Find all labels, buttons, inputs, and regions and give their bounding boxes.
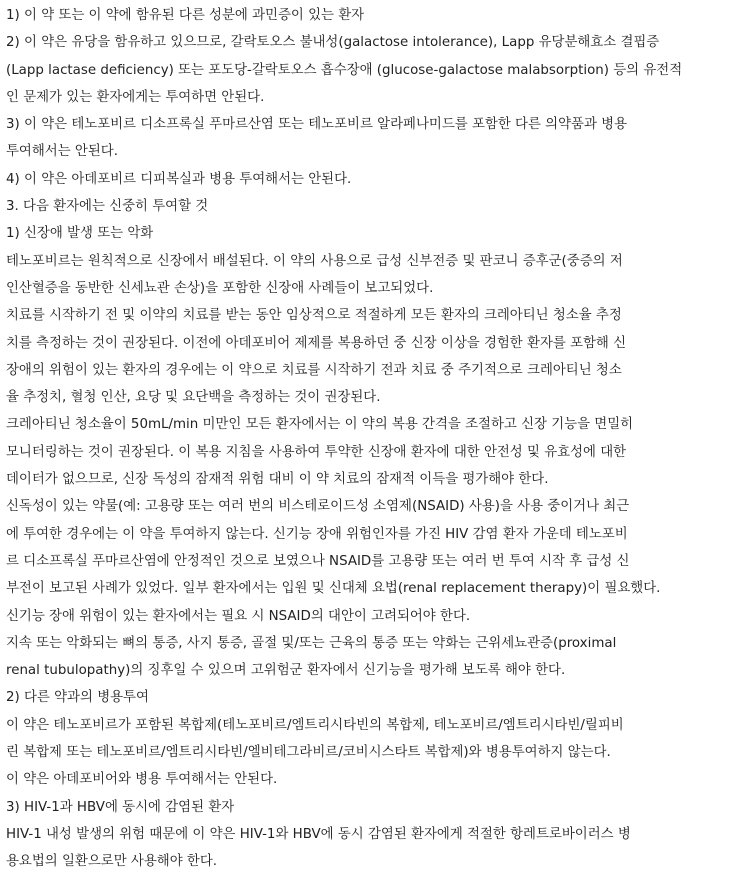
text-line: 3) HIV-1과 HBV에 동시에 감염된 환자 (6, 799, 235, 815)
text-line: 크레아티닌 청소율이 50mL/min 미만인 모든 환자에서는 이 약의 복용 간격을 조절하고 신장 기능을 면밀히 (6, 417, 634, 433)
text-line: 3. 다음 환자에는 신중히 투여할 것 (6, 199, 209, 215)
text-line: 인 문제가 있는 환자에게는 투여하면 안된다. (6, 89, 265, 105)
text-line: 2) 이 약은 유당을 함유하고 있으므로, 갈락토오스 불내성(galactose intolerance), Lapp 유당분해효소 결핍증 (6, 35, 660, 51)
text-line: 데이터가 없으므로, 신장 독성의 잠재적 위험 대비 이 약 치료의 잠재적 이득을 평가해야 한다. (6, 472, 549, 488)
text-line: 신기능 장애 위험이 있는 환자에서는 필요 시 NSAID의 대안이 고려되어야 한다. (6, 608, 471, 624)
text-line: renal tubulopathy)의 징후일 수 있으며 고위험군 환자에서 신기능을 평가해 보도록 해야 한다. (6, 663, 566, 679)
text-line: 1) 이 약 또는 이 약에 함유된 다른 성분에 과민증이 있는 환자 (6, 8, 365, 23)
text-line: 신독성이 있는 약물(예: 고용량 또는 여러 번의 비스테로이드성 소염제(NSAID) 사용)을 사용 중이거나 최근 (6, 499, 630, 515)
text-line: 이 약은 테노포비르가 포함된 복합제(테노포비르/엠트리시타빈의 복합제, 테노포비르/엠트리시타빈/릴피비 (6, 717, 624, 733)
text-line: 장애의 위험이 있는 환자의 경우에는 이 약으로 치료를 시작하기 전과 치료 중 주기적으로 크레아티닌 청소 (6, 362, 622, 378)
text-line: 인산혈증을 동반한 신세뇨관 손상)을 포함한 신장애 사례들이 보고되었다. (6, 280, 434, 296)
text-line: 율 추정치, 혈청 인산, 요당 및 요단백을 측정하는 것이 권장된다. (6, 390, 381, 406)
text-line: 1) 신장애 발생 또는 악화 (6, 226, 154, 242)
text-line: 4) 이 약은 아데포비르 디피복실과 병용 투여해서는 안된다. (6, 171, 352, 187)
text-line: 치료를 시작하기 전 및 이약의 치료를 받는 동안 임상적으로 적절하게 모든 환자의 크레아티닌 청소율 추정 (6, 308, 622, 324)
text-line: 투여해서는 안된다. (6, 144, 118, 160)
text-line: 치를 측정하는 것이 권장된다. 이전에 아데포비어 제제를 복용하던 중 신장 이상을 경험한 환자를 포함해 신 (6, 335, 627, 351)
text-line: 르 디소프록실 푸마르산염에 안정적인 것으로 보였으나 NSAID를 고용량 또는 여러 번 투여 시작 후 급성 신 (6, 553, 630, 569)
text-line: 2) 다른 약과의 병용투여 (6, 690, 149, 706)
text-line: HIV-1 내성 발생의 위험 때문에 이 약은 HIV-1와 HBV에 동시 감염된 환자에게 적절한 항레트로바이러스 병 (6, 826, 631, 842)
text-line: 린 복합제 또는 테노포비르/엠트리시타빈/엘비테그라비르/코비시스타트 복합제)와 병용투여하지 않는다. (6, 745, 611, 761)
text-line: 에 투여한 경우에는 이 약을 투여하지 않는다. 신기능 장애 위험인자를 가진 HIV 감염 환자 가운데 테노포비 (6, 526, 628, 542)
text-line: 이 약은 아데포비어와 병용 투여해서는 안된다. (6, 772, 278, 788)
text-line: 지속 또는 악화되는 뼈의 통증, 사지 통증, 골절 및/또는 근육의 통증 또는 약화는 근위세뇨관증(proximal (6, 635, 617, 651)
text-line: (Lapp lactase deficiency) 또는 포도당-갈락토오스 흡수장애 (glucose-galactose malabsorption) 등의 유전적 (6, 62, 683, 78)
text-line: 3) 이 약은 테노포비르 디소프록실 푸마르산염 또는 테노포비르 알라페나미드를 포함한 다른 의약품과 병용 (6, 117, 628, 133)
text-line: 용요법의 일환으로만 사용해야 한다. (6, 854, 218, 870)
text-line: 모니터링하는 것이 권장된다. 이 복용 지침을 사용하여 투약한 신장애 환자에 대한 안전성 및 유효성에 대한 (6, 444, 627, 460)
text-line: 테노포비르는 원칙적으로 신장에서 배설된다. 이 약의 사용으로 급성 신부전증 및 판코니 증후군(중증의 저 (6, 253, 623, 269)
text-line: 부전이 보고된 사례가 있었다. 일부 환자에서는 입원 및 신대체 요법(renal replacement therapy)이 필요했다. (6, 581, 661, 597)
